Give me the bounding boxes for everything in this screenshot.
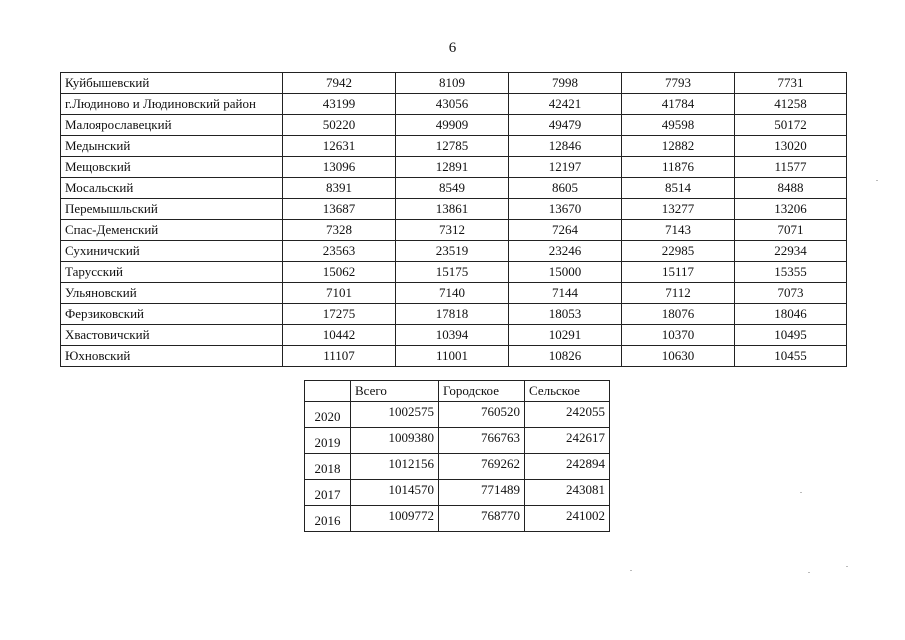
district-name: Сухиничский xyxy=(61,241,283,262)
total-value: 1009380 xyxy=(351,428,439,454)
district-value: 49479 xyxy=(509,115,622,136)
district-value: 13277 xyxy=(622,199,735,220)
district-value: 41258 xyxy=(735,94,847,115)
totals-table-header xyxy=(305,381,610,402)
total-value: 766763 xyxy=(439,428,525,454)
column-header xyxy=(305,381,351,402)
district-value: 13861 xyxy=(396,199,509,220)
total-value: 760520 xyxy=(439,402,525,428)
district-value: 10291 xyxy=(509,325,622,346)
district-value: 23563 xyxy=(283,241,396,262)
district-name: Юхновский xyxy=(61,346,283,367)
total-value: 241002 xyxy=(525,506,610,532)
total-value: 243081 xyxy=(525,480,610,506)
district-value: 15117 xyxy=(622,262,735,283)
table-row xyxy=(61,199,847,220)
district-value: 7112 xyxy=(622,283,735,304)
district-value: 8605 xyxy=(509,178,622,199)
district-value: 13206 xyxy=(735,199,847,220)
district-value: 49909 xyxy=(396,115,509,136)
district-name: Мещовский xyxy=(61,157,283,178)
district-name: Куйбышевский xyxy=(61,73,283,94)
scan-speck xyxy=(846,566,848,567)
district-value: 7731 xyxy=(735,73,847,94)
district-value: 13687 xyxy=(283,199,396,220)
year-cell: 2016 xyxy=(305,506,351,532)
district-value: 7073 xyxy=(735,283,847,304)
totals-table xyxy=(304,380,610,532)
totals-table-body xyxy=(305,402,610,532)
district-value: 49598 xyxy=(622,115,735,136)
district-value: 10442 xyxy=(283,325,396,346)
scan-speck xyxy=(800,492,802,493)
district-value: 12882 xyxy=(622,136,735,157)
district-value: 12197 xyxy=(509,157,622,178)
total-value: 242617 xyxy=(525,428,610,454)
table-row xyxy=(305,480,610,506)
district-value: 10394 xyxy=(396,325,509,346)
districts-table xyxy=(60,72,847,367)
district-value: 23519 xyxy=(396,241,509,262)
scan-speck xyxy=(630,570,632,571)
district-value: 7942 xyxy=(283,73,396,94)
district-name: Медынский xyxy=(61,136,283,157)
district-value: 43056 xyxy=(396,94,509,115)
district-value: 10455 xyxy=(735,346,847,367)
district-value: 10495 xyxy=(735,325,847,346)
district-value: 41784 xyxy=(622,94,735,115)
district-value: 42421 xyxy=(509,94,622,115)
table-row xyxy=(61,241,847,262)
district-name: Перемышльский xyxy=(61,199,283,220)
table-row xyxy=(61,94,847,115)
page-number: 6 xyxy=(448,40,457,56)
district-name: г.Людиново и Людиновский район xyxy=(61,94,283,115)
header-row xyxy=(305,381,610,402)
district-value: 15355 xyxy=(735,262,847,283)
year-cell: 2020 xyxy=(305,402,351,428)
district-value: 8391 xyxy=(283,178,396,199)
district-value: 7101 xyxy=(283,283,396,304)
district-name: Ульяновский xyxy=(61,283,283,304)
district-value: 11577 xyxy=(735,157,847,178)
district-value: 10630 xyxy=(622,346,735,367)
table-row xyxy=(61,220,847,241)
district-value: 18076 xyxy=(622,304,735,325)
district-value: 11001 xyxy=(396,346,509,367)
table-row xyxy=(61,304,847,325)
district-name: Мосальский xyxy=(61,178,283,199)
district-value: 12785 xyxy=(396,136,509,157)
year-cell: 2018 xyxy=(305,454,351,480)
district-value: 15062 xyxy=(283,262,396,283)
district-value: 7144 xyxy=(509,283,622,304)
district-value: 8549 xyxy=(396,178,509,199)
district-value: 7793 xyxy=(622,73,735,94)
district-value: 12846 xyxy=(509,136,622,157)
district-value: 13096 xyxy=(283,157,396,178)
district-value: 7312 xyxy=(396,220,509,241)
district-value: 7998 xyxy=(509,73,622,94)
table-row xyxy=(305,454,610,480)
column-header: Всего xyxy=(351,381,439,402)
table-row xyxy=(61,157,847,178)
district-value: 13020 xyxy=(735,136,847,157)
table-row xyxy=(305,506,610,532)
year-cell: 2017 xyxy=(305,480,351,506)
table-row xyxy=(61,283,847,304)
district-value: 23246 xyxy=(509,241,622,262)
district-value: 7140 xyxy=(396,283,509,304)
scan-speck xyxy=(876,180,878,181)
district-value: 12891 xyxy=(396,157,509,178)
total-value: 771489 xyxy=(439,480,525,506)
district-value: 7328 xyxy=(283,220,396,241)
district-value: 7143 xyxy=(622,220,735,241)
district-value: 18053 xyxy=(509,304,622,325)
district-name: Ферзиковский xyxy=(61,304,283,325)
total-value: 769262 xyxy=(439,454,525,480)
total-value: 1002575 xyxy=(351,402,439,428)
district-value: 22985 xyxy=(622,241,735,262)
year-cell: 2019 xyxy=(305,428,351,454)
table-row xyxy=(61,73,847,94)
district-name: Хвастовичский xyxy=(61,325,283,346)
column-header: Сельское xyxy=(525,381,610,402)
district-value: 8514 xyxy=(622,178,735,199)
district-value: 7071 xyxy=(735,220,847,241)
district-value: 13670 xyxy=(509,199,622,220)
district-name: Спас-Деменский xyxy=(61,220,283,241)
column-header: Городское xyxy=(439,381,525,402)
total-value: 242894 xyxy=(525,454,610,480)
table-row xyxy=(305,402,610,428)
district-value: 50172 xyxy=(735,115,847,136)
district-value: 43199 xyxy=(283,94,396,115)
total-value: 242055 xyxy=(525,402,610,428)
districts-table-body xyxy=(61,73,847,367)
district-value: 8109 xyxy=(396,73,509,94)
table-row xyxy=(61,346,847,367)
district-name: Тарусский xyxy=(61,262,283,283)
total-value: 1014570 xyxy=(351,480,439,506)
district-value: 50220 xyxy=(283,115,396,136)
district-value: 11876 xyxy=(622,157,735,178)
district-name: Малоярославецкий xyxy=(61,115,283,136)
district-value: 10370 xyxy=(622,325,735,346)
district-value: 17275 xyxy=(283,304,396,325)
table-row xyxy=(61,136,847,157)
district-value: 17818 xyxy=(396,304,509,325)
total-value: 1012156 xyxy=(351,454,439,480)
table-row xyxy=(305,428,610,454)
district-value: 11107 xyxy=(283,346,396,367)
district-value: 8488 xyxy=(735,178,847,199)
district-value: 15175 xyxy=(396,262,509,283)
scan-speck xyxy=(808,572,810,573)
district-value: 12631 xyxy=(283,136,396,157)
district-value: 18046 xyxy=(735,304,847,325)
table-row xyxy=(61,325,847,346)
total-value: 768770 xyxy=(439,506,525,532)
district-value: 15000 xyxy=(509,262,622,283)
district-value: 10826 xyxy=(509,346,622,367)
table-row xyxy=(61,178,847,199)
total-value: 1009772 xyxy=(351,506,439,532)
district-value: 22934 xyxy=(735,241,847,262)
district-value: 7264 xyxy=(509,220,622,241)
table-row xyxy=(61,115,847,136)
table-row xyxy=(61,262,847,283)
